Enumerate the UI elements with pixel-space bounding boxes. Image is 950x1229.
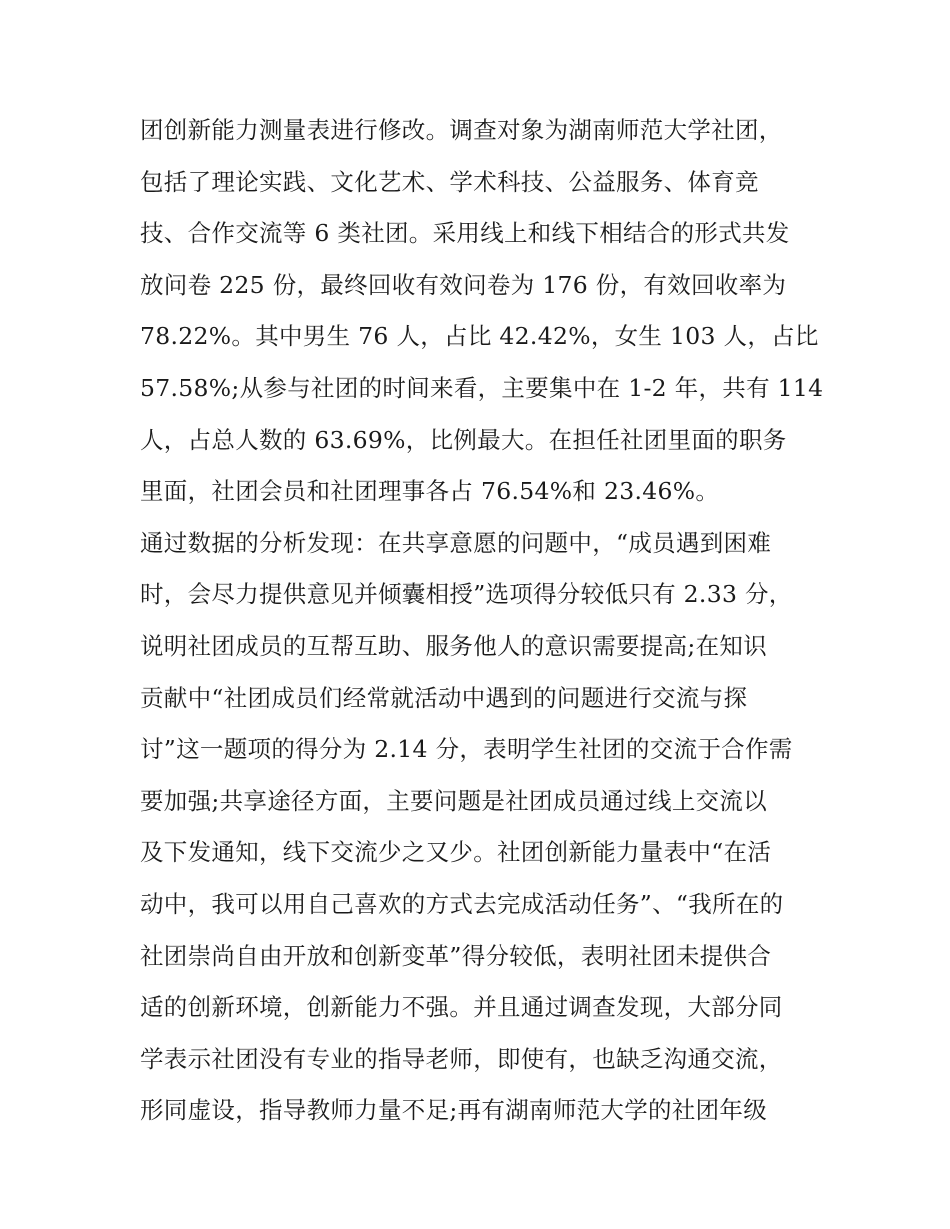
text-line: 说明社团成员的互帮互助、服务他人的意识需要提高;在知识 xyxy=(140,631,768,660)
text-line: 适的创新环境，创新能力不强。并且通过调查发现，大部分同 xyxy=(140,993,783,1022)
text-line: 放问卷 225 份，最终回收有效问卷为 176 份，有效回收率为 xyxy=(140,270,787,299)
text-line: 贡献中“社团成员们经常就活动中遇到的问题进行交流与探 xyxy=(140,683,748,712)
text-line: 动中，我可以用自己喜欢的方式去完成活动任务”、“我所在的 xyxy=(140,889,784,918)
text-line: 学表示社团没有专业的指导老师，即使有，也缺乏沟通交流， xyxy=(140,1044,783,1073)
text-line: 形同虚设，指导教师力量不足;再有湖南师范大学的社团年级 xyxy=(140,1096,768,1125)
text-line: 讨”这一题项的得分为 2.14 分，表明学生社团的交流于合作需 xyxy=(140,735,793,764)
text-line: 社团崇尚自由开放和创新变革”得分较低，表明社团未提供合 xyxy=(140,941,772,970)
text-line: 通过数据的分析发现：在共享意愿的问题中，“成员遇到困难 xyxy=(140,528,772,557)
text-line: 技、合作交流等 6 类社团。采用线上和线下相结合的形式共发 xyxy=(140,219,790,248)
body-text xyxy=(140,105,830,1137)
text-line: 人，占总人数的 63.69%，比例最大。在担任社团里面的职务 xyxy=(140,425,787,454)
text-line: 57.58%;从参与社团的时间来看，主要集中在 1-2 年，共有 114 xyxy=(140,373,824,402)
text-line: 里面，社团会员和社团理事各占 76.54%和 23.46%。 xyxy=(140,477,720,506)
text-line: 78.22%。其中男生 76 人，占比 42.42%，女生 103 人，占比 xyxy=(140,322,819,351)
text-line: 及下发通知，线下交流少之又少。社团创新能力量表中“在活 xyxy=(140,838,772,867)
text-line: 团创新能力测量表进行修改。调查对象为湖南师范大学社团， xyxy=(140,116,783,144)
text-line: 包括了理论实践、文化艺术、学术科技、公益服务、体育竞 xyxy=(140,167,759,196)
text-line: 时，会尽力提供意见并倾囊相授”选项得分较低只有 2.33 分， xyxy=(140,580,793,609)
text-line: 要加强;共享途径方面，主要问题是社团成员通过线上交流以 xyxy=(140,786,768,815)
